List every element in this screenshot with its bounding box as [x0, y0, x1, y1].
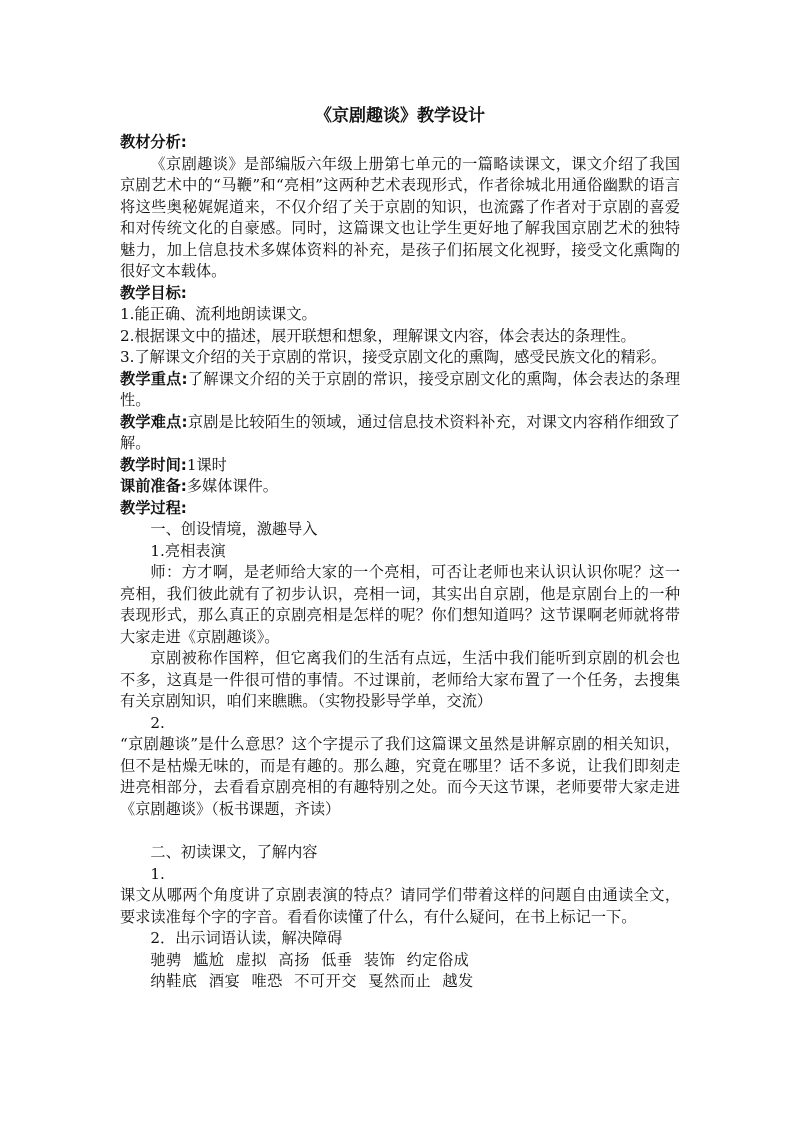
section1-sub1: 1.亮相表演: [150, 541, 226, 560]
section2-para1: 课文从哪两个角度讲了京剧表演的特点？请同学们带着这样的问题自由通读全文，要求读准每个字的字音。看看你读懂了什么，有什么疑问，在书上标记一下。: [120, 886, 680, 926]
prep-label: 课前准备:: [120, 477, 187, 495]
vocab-word: 高扬: [278, 950, 310, 969]
difficulty-label: 教学难点:: [120, 412, 188, 431]
time-label: 教学时间:: [120, 455, 187, 474]
vocab-word: 约定俗成: [406, 950, 470, 969]
vocab-word: 装饰: [363, 950, 396, 969]
prep-text: 多媒体课件。: [186, 477, 278, 495]
goal-item: 3.了解课文介绍的关于京剧的常识，接受京剧文化的熏陶，感受民族文化的精彩。: [120, 348, 667, 366]
section1-sub2: 2.: [150, 713, 165, 732]
teaching-time: [120, 455, 680, 477]
difficulty-point: [120, 412, 680, 455]
analysis-heading: 教材分析:: [120, 133, 187, 151]
vocab-word: 虚拟: [235, 950, 268, 969]
section1-para1: 师：方才啊，是老师给大家的一个亮相，可否让老师也来认识认识你呢？这一亮相，我们彼此就有了初步认识，亮相一词，其实出自京剧，他是京剧台上的一种表现形式，那么真正的京剧亮相是怎样的呢？你们想知道吗？这节课啊老师就将带大家走进《京剧趣谈》。: [120, 563, 680, 646]
preparation: [120, 476, 680, 498]
goal-item: 1.能正确、流利地朗读课文。: [120, 305, 317, 323]
vocab-word: 驰骋: [150, 950, 182, 969]
section1-para3: “京剧趣谈”是什么意思？这个字提示了我们这篇课文虽然是讲解京剧的相关知识，但不是枯燥无味的，而是有趣的。那么趣，究竟在哪里？话不多说，让我们即刻走进亮相部分，去看看京剧亮相的有趣特别之处。而今天这节课，老师要带大家走进《京剧趣谈》（板书课题，齐读）: [120, 735, 680, 818]
process-heading: 教学过程:: [120, 498, 187, 517]
vocab-word: 越发: [442, 972, 474, 990]
vocab-word: 戛然而止: [368, 972, 432, 990]
vocab-word: 尴尬: [193, 950, 225, 969]
section2-sub1: 1.: [150, 864, 165, 883]
vocab-word: 不可开交: [294, 972, 357, 990]
section1-para2: 京剧被称作国粹，但它离我们的生活有点远，生活中我们能听到京剧的机会也不多，这真是一件很可惜的事情。不过课前，老师给大家布置了一个任务，去搜集有关京剧知识，咱们来瞧瞧。（实物投影导学单，交流）: [120, 649, 680, 710]
section2-sub2: 2．出示词语认读，解决障碍: [150, 929, 343, 947]
lesson-plan-page: [120, 104, 680, 993]
page-title: 《京剧趣谈》教学设计: [315, 106, 485, 126]
time-text: 1课时: [186, 455, 227, 474]
vocab-row-1: [120, 950, 680, 972]
key-point-text: 了解课文介绍的关于京剧的常识，接受京剧文化的熏陶，体会表达的条理性。: [120, 369, 680, 409]
difficulty-text: 京剧是比较陌生的领域，通过信息技术资料补充，对课文内容稍作细致了解。: [120, 412, 680, 452]
vocab-word: 酒宴: [208, 972, 241, 990]
section2-title: 二、初读课文，了解内容: [150, 843, 318, 861]
section1-title: 一、创设情境，激趣导入: [150, 520, 318, 538]
goal-item: 2.根据课文中的描述，展开联想和想象，理解课文内容，体会表达的条理性。: [120, 326, 636, 345]
vocab-word: 低垂: [321, 950, 353, 969]
vocab-row-2: [120, 971, 680, 993]
vocab-word: 唯恐: [251, 972, 283, 990]
spacer: [120, 820, 680, 842]
analysis-text: 《京剧趣谈》是部编版六年级上册第七单元的一篇略读课文，课文介绍了我国京剧艺术中的“马鞭”和“亮相”这两种艺术表现形式，作者徐城北用通俗幽默的语言将这些奥秘娓娓道来，不仅介绍了关于京剧的知识，也流露了作者对于京剧的喜爱和对传统文化的自豪感。同时，这篇课文也让学生更好地了解我国京剧艺术的独特魅力，加上信息技术多媒体资料的补充，是孩子们拓展文化视野，接受文化熏陶的很好文本载体。: [120, 154, 680, 280]
vocab-word: 纳鞋底: [150, 972, 198, 990]
key-point-label: 教学重点:: [120, 369, 188, 388]
key-point: [120, 369, 680, 412]
goals-heading: 教学目标:: [120, 283, 187, 302]
